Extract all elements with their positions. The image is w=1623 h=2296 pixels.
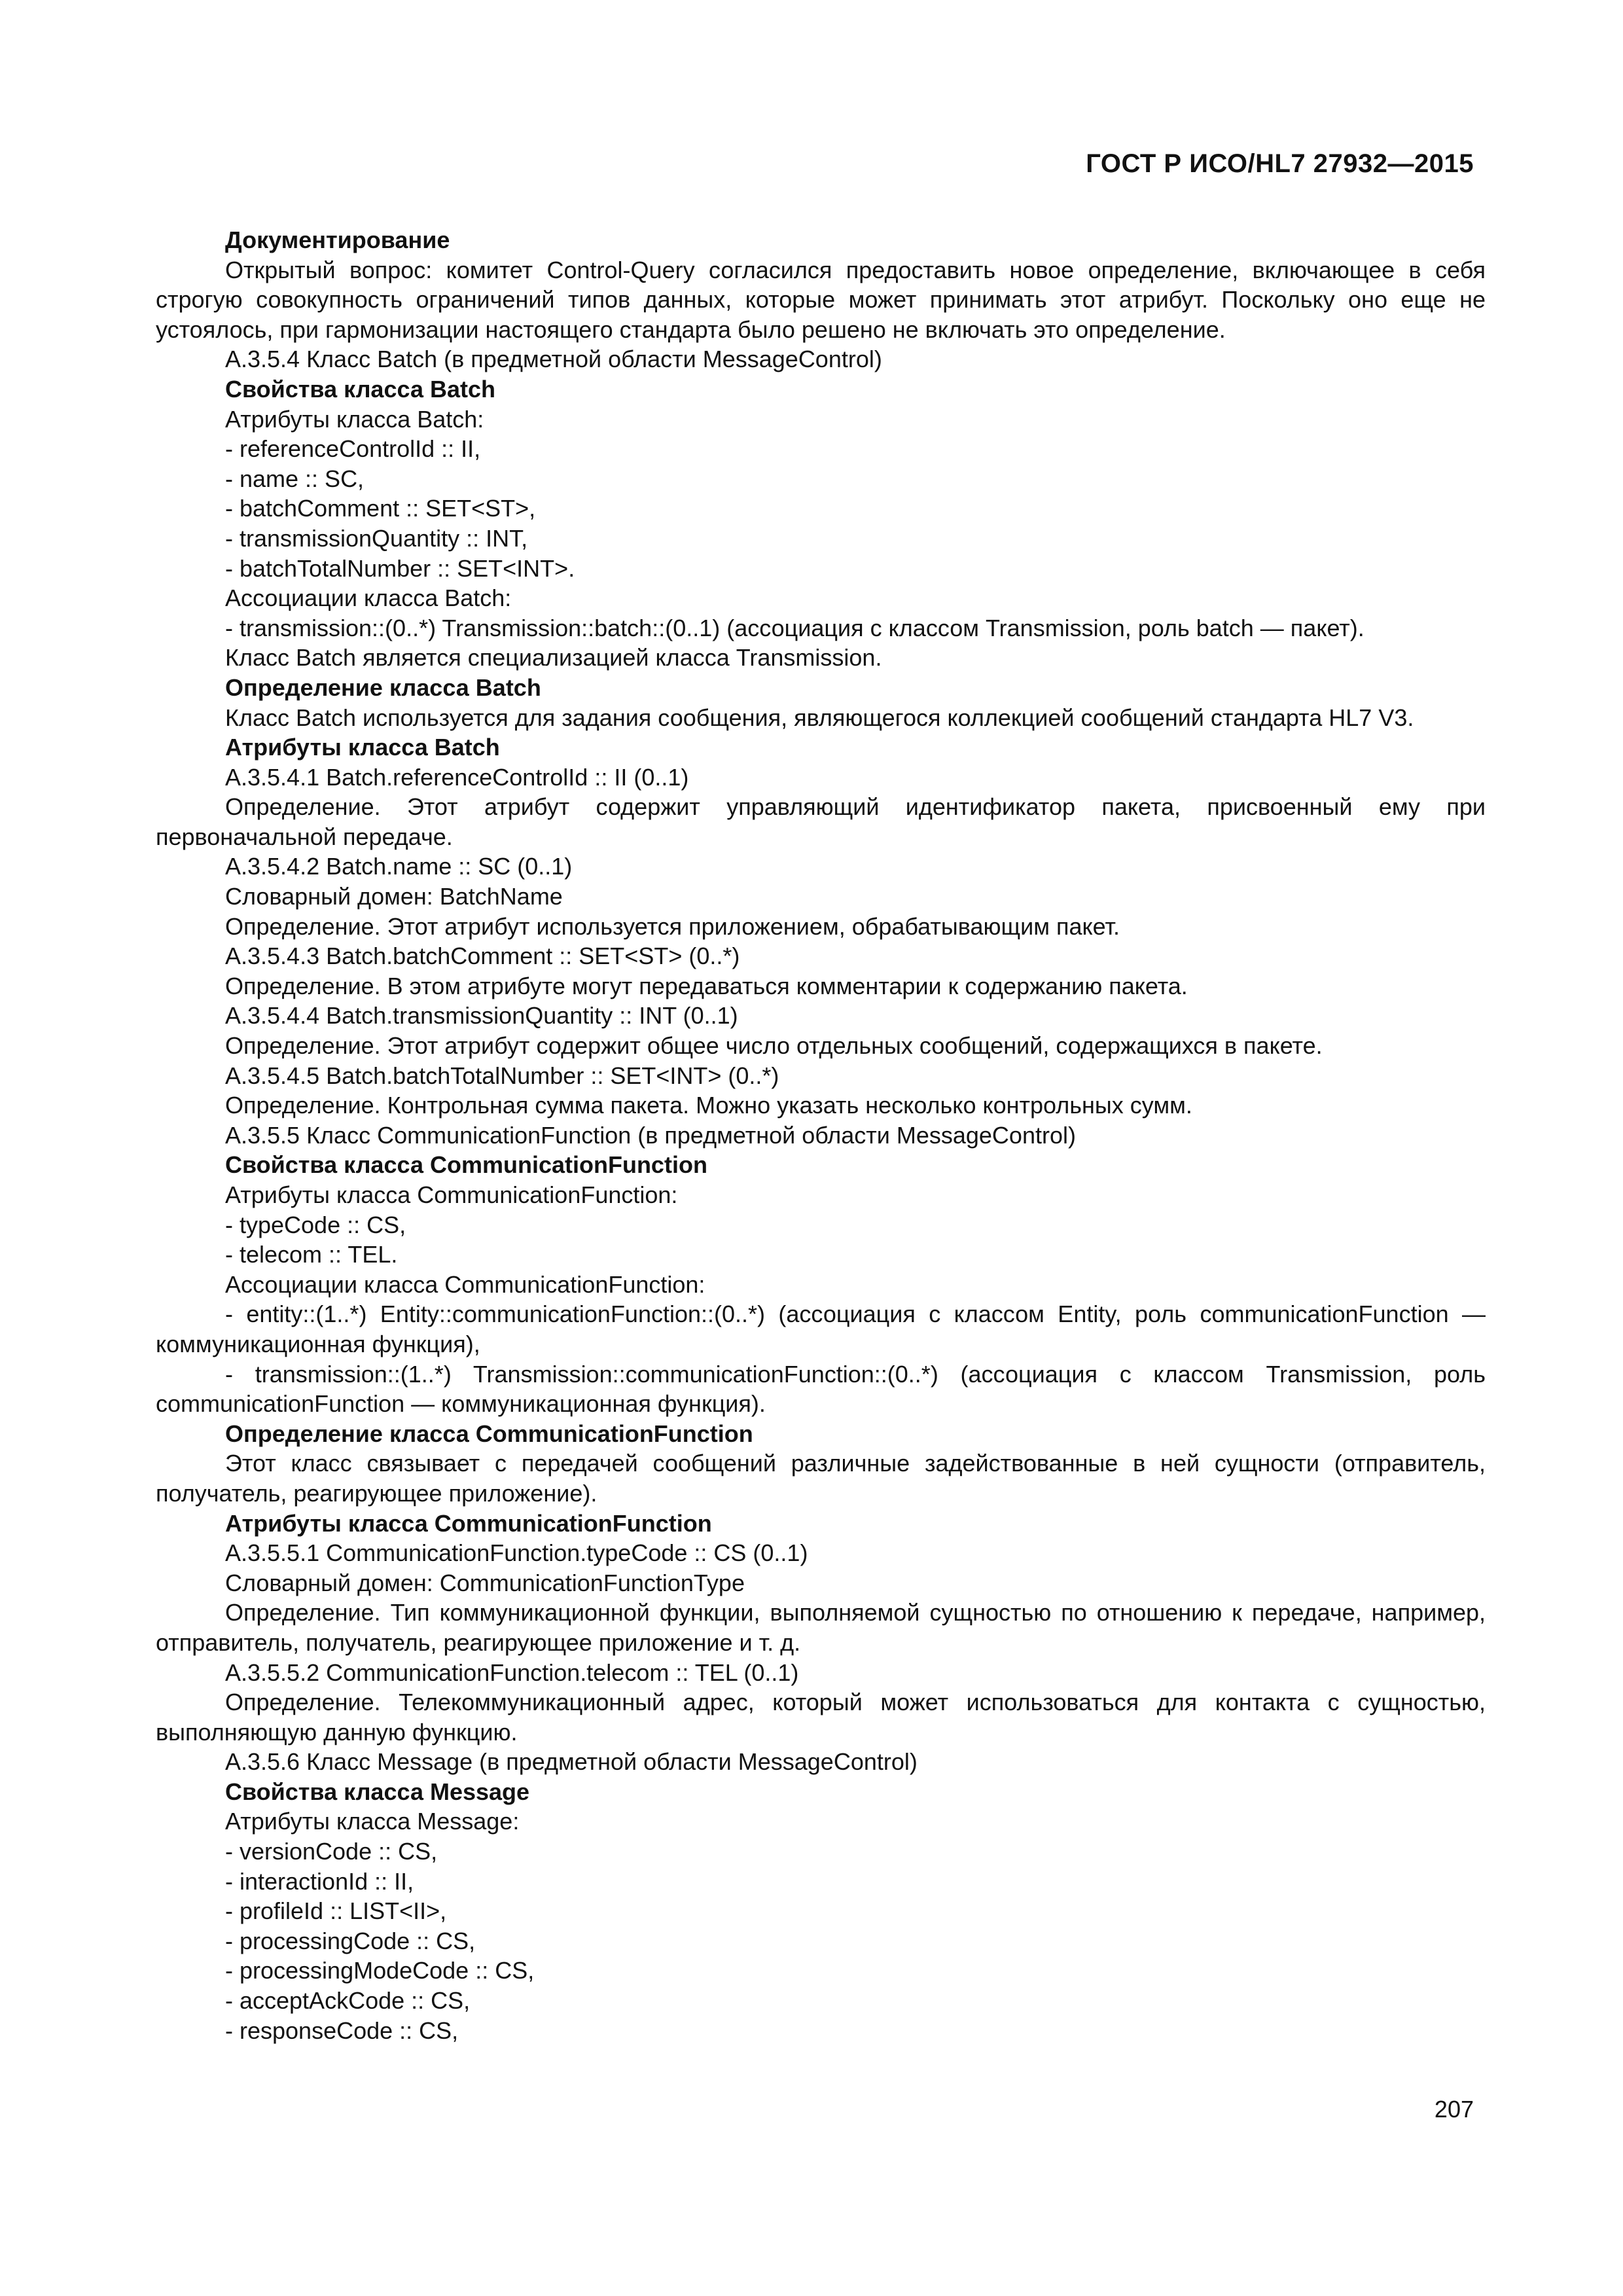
paragraph: Словарный домен: CommunicationFunctionType — [225, 1569, 745, 1596]
paragraph: Ассоциации класса Batch: — [225, 584, 512, 612]
paragraph: Определение. Этот атрибут содержит общее число отдельных сообщений, содержащихся в пакете. — [225, 1032, 1323, 1060]
page-number: 207 — [1434, 2096, 1474, 2123]
document-code-header: ГОСТ Р ИСО/HL7 27932—2015 — [1086, 149, 1474, 178]
section-heading: Свойства класса Message — [225, 1778, 530, 1805]
paragraph: Атрибуты класса CommunicationFunction: — [225, 1181, 678, 1208]
paragraph: Словарный домен: BatchName — [225, 883, 563, 910]
clause-title: А.3.5.5 Класс CommunicationFunction (в предметной области MessageControl) — [225, 1121, 1076, 1149]
list-item: - typeCode :: CS, — [225, 1211, 406, 1238]
paragraph: Открытый вопрос: комитет Control-Query согласился предоставить новое определение, включающее в себя строгую совокупность ограничений типов данных, которые может принимать этот атрибут. Поскольку оно еще не устоялось, при гармонизации настоящего стандарта было решено не включать это определение. — [156, 256, 1486, 343]
paragraph: Определение. Тип коммуникационной функции, выполняемой сущностью по отношению к передаче, например, отправитель, получатель, реагирующее приложение и т. д. — [156, 1599, 1486, 1656]
paragraph: Атрибуты класса Message: — [225, 1808, 520, 1835]
section-heading: Свойства класса CommunicationFunction — [225, 1151, 707, 1179]
list-item: - profileId :: LIST<II>, — [225, 1897, 447, 1925]
clause-title: А.3.5.6 Класс Message (в предметной области MessageControl) — [225, 1748, 918, 1776]
clause-title: А.3.5.4.1 Batch.referenceControlId :: II (0..1) — [225, 763, 689, 791]
clause-title: А.3.5.5.2 CommunicationFunction.telecom :: TEL (0..1) — [225, 1659, 799, 1686]
list-item: - responseCode :: CS, — [225, 2017, 459, 2044]
paragraph: Определение. В этом атрибуте могут передаваться комментарии к содержанию пакета. — [225, 972, 1188, 999]
section-heading: Определение класса CommunicationFunction — [225, 1420, 753, 1447]
list-item: - entity::(1..*) Entity::communicationFunction::(0..*) (ассоциация с классом Entity, роль communicationFunction — коммуникационная функция), — [156, 1300, 1486, 1357]
clause-title: А.3.5.4.3 Batch.batchComment :: SET<ST> (0..*) — [225, 942, 740, 970]
list-item: - acceptAckCode :: CS, — [225, 1987, 471, 2015]
paragraph: Определение. Этот атрибут содержит управляющий идентификатор пакета, присвоенный ему при первоначальной передаче. — [156, 793, 1486, 850]
list-item: - transmission::(1..*) Transmission::communicationFunction::(0..*) (ассоциация с классом Transmission, роль communicationFunction — коммуникационная функция). — [156, 1360, 1486, 1418]
paragraph: Определение. Этот атрибут используется приложением, обрабатывающим пакет. — [225, 912, 1120, 940]
clause-title: А.3.5.4.4 Batch.transmissionQuantity :: INT (0..1) — [225, 1002, 738, 1030]
section-heading: Атрибуты класса CommunicationFunction — [225, 1509, 712, 1537]
list-item: - name :: SC, — [225, 465, 365, 492]
page-body — [156, 225, 1486, 2045]
paragraph: Этот класс связывает с передачей сообщений различные задействованные в ней сущности (отправитель, получатель, реагирующее приложение). — [156, 1450, 1486, 1507]
list-item: - referenceControlId :: II, — [225, 435, 481, 463]
paragraph: Определение. Контрольная сумма пакета. Можно указать несколько контрольных сумм. — [225, 1092, 1192, 1119]
list-item: - batchTotalNumber :: SET<INT>. — [225, 554, 575, 582]
paragraph: Ассоциации класса CommunicationFunction: — [225, 1270, 705, 1298]
paragraph: Класс Batch является специализацией класса Transmission. — [225, 644, 882, 672]
clause-title: А.3.5.4.5 Batch.batchTotalNumber :: SET<INT> (0..*) — [225, 1062, 779, 1089]
list-item: - interactionId :: II, — [225, 1867, 414, 1895]
paragraph: Класс Batch используется для задания сообщения, являющегося коллекцией сообщений стандарта HL7 V3. — [225, 704, 1414, 731]
section-heading: Определение класса Batch — [225, 673, 541, 701]
list-item: - transmissionQuantity :: INT, — [225, 524, 528, 552]
paragraph: Определение. Телекоммуникационный адрес, который может использоваться для контакта с сущностью, выполняющую данную функцию. — [156, 1689, 1486, 1746]
list-item: - processingCode :: CS, — [225, 1927, 476, 1954]
clause-title: А.3.5.4.2 Batch.name :: SC (0..1) — [225, 853, 573, 880]
list-item: - transmission::(0..*) Transmission::batch::(0..1) (ассоциация с классом Transmission, роль batch — пакет). — [225, 614, 1364, 641]
paragraph: Атрибуты класса Batch: — [225, 405, 484, 433]
clause-title: А.3.5.4 Класс Batch (в предметной области MessageControl) — [225, 346, 882, 373]
list-item: - telecom :: TEL. — [225, 1241, 398, 1268]
clause-title: А.3.5.5.1 CommunicationFunction.typeCode :: CS (0..1) — [225, 1539, 808, 1567]
section-heading: Свойства класса Batch — [225, 375, 495, 403]
list-item: - processingModeCode :: CS, — [225, 1957, 535, 1984]
section-heading: Атрибуты класса Batch — [225, 734, 500, 761]
list-item: - versionCode :: CS, — [225, 1838, 438, 1865]
section-heading: Документирование — [225, 226, 450, 253]
list-item: - batchComment :: SET<ST>, — [225, 495, 536, 522]
